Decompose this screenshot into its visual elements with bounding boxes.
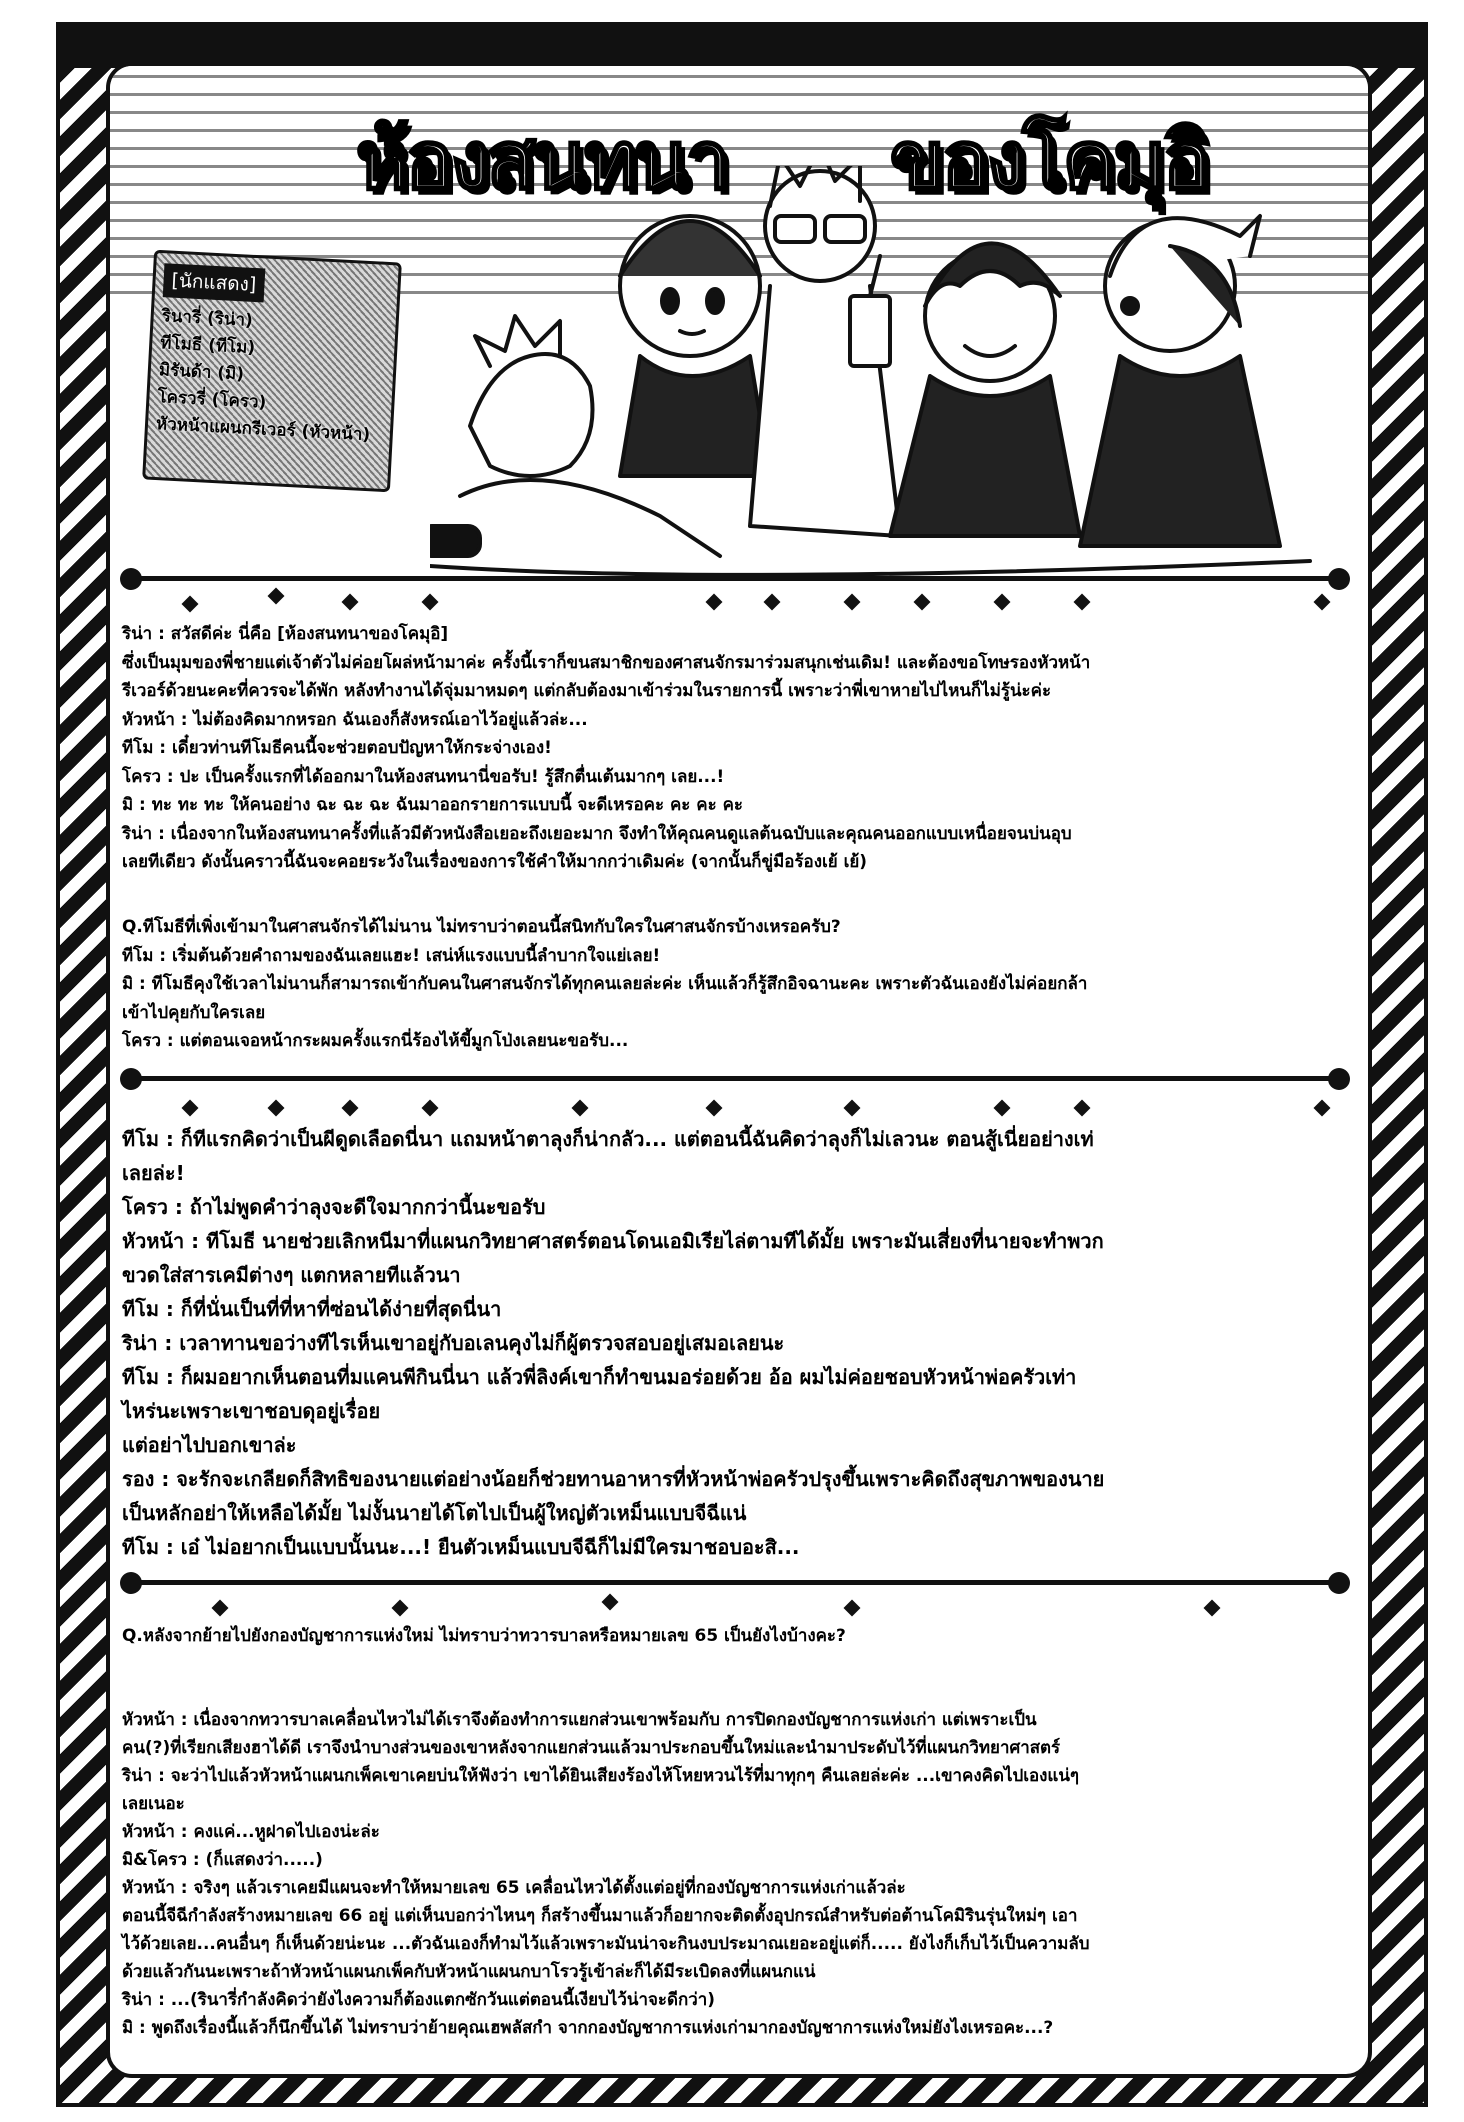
dialogue-line: โครว : ถ้าไม่พูดคำว่าลุงจะดีใจมากกว่านี้นะขอรับ (122, 1195, 546, 1219)
section-divider (120, 1570, 1350, 1596)
dialogue-line: คน(?)ที่เรียกเสียงฮาได้ดี เราจึงนำบางส่วนของเขาหลังจากแยกส่วนแล้วมาประกอบขึ้นใหม่และนำมาประดับไว้ที่แผนกวิทยาศาสตร์ (122, 1738, 1061, 1758)
dialogue-line: ริน่า : ...(รินารี่กำลังคิดว่ายังไงความก็ต้องแตกซักวันแต่ตอนนี้เงียบไว้น่าจะดีกว่า) (122, 1990, 715, 2010)
page-title-right: ของโคมุอิ (890, 114, 1209, 207)
dialogue-line: ริน่า : เวลาทานขอว่างทีไรเห็นเขาอยู่กับอเลนคุงไม่ก็ผู้ตรวจสอบอยู่เสมอเลยนะ (122, 1331, 785, 1355)
header (110, 66, 1368, 586)
dialogue-line: โครว : ปะ เป็นครั้งแรกที่ได้ออกมาในห้องสนทนานี่ขอรับ! รู้สึกตื่นเต้นมากๆ เลย...! (122, 766, 725, 787)
dialogue-line: ทีโม : ก็ที่นั่นเป็นที่ที่หาที่ซ่อนได้ง่ายที่สุดนี่นา (122, 1297, 502, 1321)
dialogue-line: โครว : แต่ตอนเจอหน้ากระผมครั้งแรกนี่ร้องไห้ขี้มูกโป่งเลยนะขอรับ... (122, 1031, 629, 1051)
dialogue-line: หัวหน้า : จริงๆ แล้วเราเคยมีแผนจะทำให้หมายเลข 65 เคลื่อนไหวได้ตั้งแต่อยู่ที่กองบัญชาการแห่งเก่าแล้วล่ะ (122, 1878, 906, 1898)
dialogue-line: หัวหน้า : คงแค่...หูฝาดไปเองน่ะล่ะ (122, 1822, 380, 1842)
cast-item: ทีโมธี (ทีโม) (159, 333, 256, 359)
dialogue-section-4 (122, 1622, 1352, 2042)
dialogue-line: หัวหน้า : ทีโมธี นายช่วยเลิกหนีมาที่แผนกวิทยาศาสตร์ตอนโดนเอมิเรียไล่ตามทีได้มั้ย เพราะมันเสี่ยงที่นายจะทำพวก (122, 1229, 1104, 1253)
dialogue-line: เลยล่ะ! (122, 1161, 185, 1185)
dialogue-line: มิ : ทะ ทะ ทะ ให้คนอย่าง ฉะ ฉะ ฉะ ฉันมาออกรายการแบบนี้ จะดีเหรอคะ คะ คะ คะ (122, 795, 744, 815)
question-line: Q.หลังจากย้ายไปยังกองบัญชาการแห่งใหม่ ไม่ทราบว่าทวารบาลหรือหมายเลข 65 เป็นยังไงบ้างคะ? (122, 1626, 846, 1646)
dialogue-line: เลยทีเดียว ดังนั้นคราวนี้ฉันจะคอยระวังในเรื่องของการใช้คำให้มากกว่าเดิมค่ะ (จากนั้นก็ขู่มือร้องเย้ เย้) (122, 852, 868, 872)
cast-heading: [นักแสดง] (163, 263, 265, 302)
dialogue-line: ริน่า : เนื่องจากในห้องสนทนาครั้งที่แล้วมีตัวหนังสือเยอะถึงเยอะมาก จึงทำให้คุณคนดูแลต้นฉบับและคุณคนออกแบบเหนื่อยจนบ่นอุบ (122, 823, 1072, 844)
cast-list-box (142, 250, 402, 493)
dialogue-line: ริน่า : จะว่าไปแล้วหัวหน้าแผนกเพ็คเขาเคยบ่นให้ฟังว่า เขาได้ยินเสียงร้องไห้โหยหวนไร้ที่มาทุกๆ คืนเลยล่ะค่ะ ...เขาคงคิดไปเองแน่ๆ (122, 1766, 1080, 1786)
dialogue-line: ไหร่นะเพราะเขาชอบดุอยู่เรื่อย (122, 1399, 381, 1423)
dialogue-line: มิ : พูดถึงเรื่องนี้แล้วก็นึกขึ้นได้ ไม่ทราบว่าย้ายคุณเฮพลัสกำ จากกองบัญชาการแห่งเก่ามากองบัญชาการแห่งใหม่ยังไงเหรอคะ...? (122, 2018, 1054, 2038)
dialogue-line: ทีโม : ก็ทีแรกคิดว่าเป็นผีดูดเลือดนี่นา แถมหน้าตาลุงก็น่ากลัว... แต่ตอนนี้ฉันคิดว่าลุงก็ไม่เลวนะ ตอนสู้เนี่ยอย่างเท่ (122, 1127, 1094, 1151)
dialogue-line: รอง : จะรักจะเกลียดก็สิทธิของนายแต่อย่างน้อยก็ช่วยทานอาหารที่หัวหน้าพ่อครัวปรุงขึ้นเพราะคิดถึงสุขภาพของนาย (122, 1467, 1105, 1491)
question-line: Q.ทีโมธีที่เพิ่งเข้ามาในศาสนจักรได้ไม่นาน ไม่ทราบว่าตอนนี้สนิทกับใครในศาสนจักรบ้างเหรอครับ? (122, 917, 841, 937)
dialogue-line: ทีโม : เริ่มต้นด้วยคำถามของฉันเลยแฮะ! เสน่ห์แรงแบบนี้ลำบากใจแย่เลย! (122, 945, 661, 966)
dialogue-line: ทีโม : เอ๋ ไม่อยากเป็นแบบนั้นนะ...! ยืนตัวเหม็นแบบจีฉีก็ไม่มีใครมาชอบอะสิ... (122, 1535, 800, 1559)
dialogue-line: เลยเนอะ (122, 1794, 185, 1814)
cast-item: หัวหน้าแผนกรีเวอร์ (หัวหน้า) (155, 414, 371, 446)
dialogue-section-2 (122, 913, 1352, 1056)
section-divider (120, 566, 1350, 592)
dialogue-line: มิ : ทีโมธีคุงใช้เวลาไม่นานก็สามารถเข้ากับคนในศาสนจักรได้ทุกคนเลยล่ะค่ะ เห็นแล้วก็รู้สึกอิจฉานะคะ เพราะตัวฉันเองยังไม่ค่อยกล้า (122, 974, 1088, 994)
dialogue-section-1 (122, 620, 1352, 877)
cast-item: โครวรี่ (โครว) (156, 387, 267, 413)
dialogue-line: ตอนนี้จีฉีกำลังสร้างหมายเลข 66 อยู่ แต่เห็นบอกว่าไหนๆ ก็สร้างขึ้นมาแล้วก็อยากจะติดตั้งอุปกรณ์สำหรับต่อต้านโคมิรินรุ่นใหม่ๆ เอา (122, 1906, 1078, 1926)
dialogue-line: รีเวอร์ด้วยนะคะที่ควรจะได้พัก หลังทำงานได้จุ่มมาหมดๆ แต่กลับต้องมาเข้าร่วมในรายการนี้ เพราะว่าพี่เขาหายไปไหนก็ไม่รู้น่ะค่ะ (122, 681, 1052, 701)
dialogue-line: ซึ่งเป็นมุมของพี่ชายแต่เจ้าตัวไม่ค่อยโผล่หน้ามาค่ะ ครั้งนี้เราก็ขนสมาชิกของศาสนจักรมาร่วมสนุกเช่นเดิม! และต้องขอโทษรองหัวหน้า (122, 652, 1091, 673)
dialogue-line: หัวหน้า : ไม่ต้องคิดมากหรอก ฉันเองก็สังหรณ์เอาไว้อยู่แล้วล่ะ... (122, 709, 588, 730)
dialogue-line: มิ&โครว : (ก็แสดงว่า.....) (122, 1850, 323, 1870)
dialogue-section-3 (122, 1122, 1352, 1564)
section-divider (120, 1066, 1350, 1092)
cast-item: มิรันด้า (มิ) (158, 360, 245, 385)
page-title-left: ห้องสนทนา (356, 114, 728, 207)
dialogue-line: ไว้ด้วยเลย...คนอื่นๆ ก็เห็นด้วยน่ะนะ ...ตัวฉันเองก็ทำมไว้แล้วเพราะมันน่าจะกินงบประมาณเยอะอยู่แต่ก็..... ยังไงก็เก็บไว้เป็นความลับ (122, 1934, 1090, 1954)
dialogue-line: เป็นหลักอย่าให้เหลือได้มั้ย ไม่งั้นนายได้โตไปเป็นผู้ใหญ่ตัวเหม็นแบบจีฉีแน่ (122, 1501, 747, 1525)
cast-item: รินารี่ (ริน่า) (161, 306, 254, 331)
dialogue-line: ขวดใส่สารเคมีต่างๆ แตกหลายทีแล้วนา (122, 1263, 461, 1287)
chibi-characters-illustration (430, 166, 1330, 586)
dialogue-line: ริน่า : สวัสดีค่ะ นี่คือ [ห้องสนทนาของโคมุอิ] (122, 624, 449, 644)
dialogue-line: หัวหน้า : เนื่องจากทวารบาลเคลื่อนไหวไม่ได้เราจึงต้องทำการแยกส่วนเขาพร้อมกับ การปิดกองบัญชาการแห่งเก่า แต่เพราะเป็น (122, 1710, 1037, 1730)
dialogue-line: เข้าไปคุยกับใครเลย (122, 1002, 266, 1023)
dialogue-line: ด้วยแล้วกันนะเพราะถ้าหัวหน้าแผนกเพ็คกับหัวหน้าแผนกบาโรวรู้เข้าล่ะก็ได้มีระเบิดลงที่แผนกแน่ (122, 1962, 816, 1982)
dialogue-line: แต่อย่าไปบอกเขาล่ะ (122, 1433, 297, 1457)
dialogue-line: ทีโม : เดี๋ยวท่านทีโมธีคนนี้จะช่วยตอบปัญหาให้กระจ่างเอง! (122, 738, 552, 758)
dialogue-line: ทีโม : ก็ผมอยากเห็นตอนที่มแคนพีกินนี่นา แล้วพี่ลิงค์เขาก็ทำขนมอร่อยด้วย อ้อ ผมไม่ค่อยชอบหัวหน้าพ่อครัวเท่า (122, 1365, 1077, 1389)
